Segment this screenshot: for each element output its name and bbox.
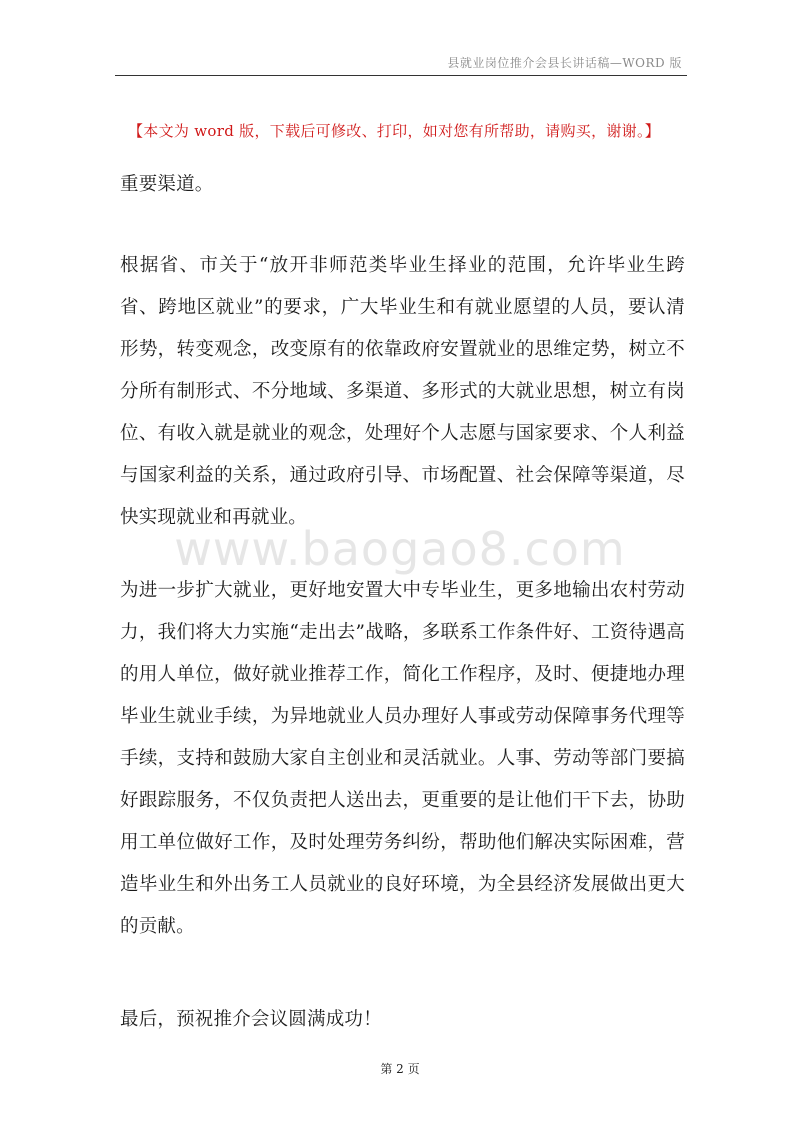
page-number: 第 2 页 <box>380 1062 420 1076</box>
page-header-title: 县就业岗位推介会县长讲话稿—WORD 版 <box>447 56 682 70</box>
header-divider <box>115 75 687 76</box>
paragraph-2: 根据省、市关于“放开非师范类毕业生择业的范围，允许毕业生跨省、跨地区就业”的要求，广大毕业生和有就业愿望的人员，要认清形势，转变观念，改变原有的依靠政府安置就业的思维定势，树立不分所有制形式、不分地域、多渠道、多形式的大就业思想，树立有岗位、有收入就是就业的观念，处理好个人志愿与国家要求、个人利益与国家利益的关系，通过政府引导、市场配置、社会保障等渠道，尽快实现就业和再就业。 <box>120 255 685 528</box>
paragraph-3: 为进一步扩大就业，更好地安置大中专毕业生，更多地输出农村劳动力，我们将大力实施“走出去”战略，多联系工作条件好、工资待遇高的用人单位，做好就业推荐工作，简化工作程序，及时、便捷地办理毕业生就业手续，为异地就业人员办理好人事或劳动保障事务代理等手续，支持和鼓励大家自主创业和灵活就业。人事、劳动等部门要搞好跟踪服务，不仅负责把人送出去，更重要的是让他们干下去，协助用工单位做好工作，及时处理劳务纠纷，帮助他们解决实际困难，营造毕业生和外出务工人员就业的良好环境，为全县经济发展做出更大的贡献。 <box>120 580 685 937</box>
paragraph-1: 重要渠道。 <box>120 174 214 195</box>
watermark-text: www.baogao8.com <box>174 522 626 576</box>
paragraph-4: 最后，预祝推介会议圆满成功！ <box>120 1009 382 1030</box>
download-notice: 【本文为 word 版，下载后可修改、打印，如对您有所帮助，请购买，谢谢。】 <box>128 122 661 140</box>
